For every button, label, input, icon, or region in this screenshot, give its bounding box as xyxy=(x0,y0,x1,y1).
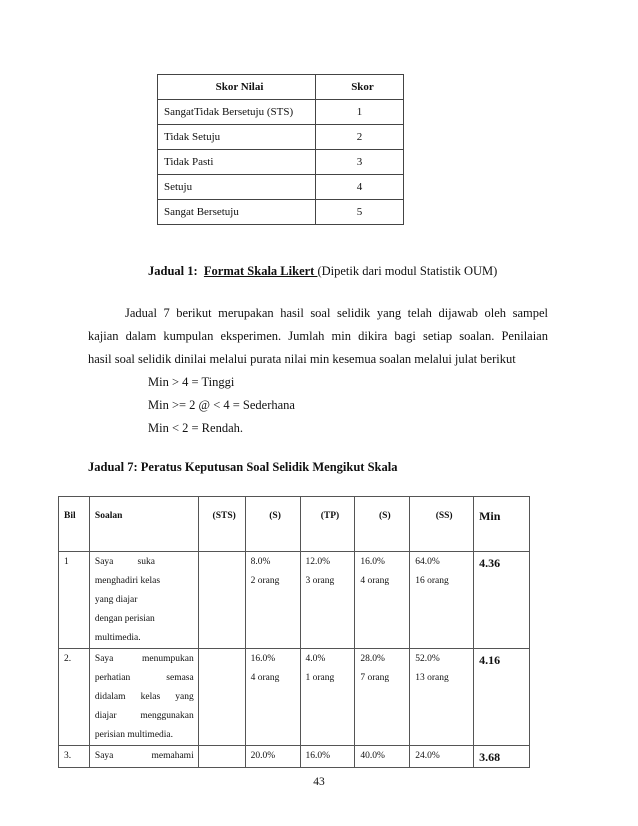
row-soalan: Saya menumpukan perhatian semasa didalam kelas yang diajar menggunakan perisian multimedia. xyxy=(89,649,198,746)
table-row xyxy=(158,200,404,225)
row-s: 16.0% 4 orang xyxy=(245,649,300,746)
likert-label: Setuju xyxy=(158,175,316,200)
row-tp: 16.0% xyxy=(300,746,355,768)
likert-score: 4 xyxy=(316,175,404,200)
table7-title: Jadual 7: Peratus Keputusan Soal Selidik Mengikut Skala xyxy=(88,460,398,474)
likert-header-row xyxy=(158,75,404,100)
header-sts: (STS) xyxy=(198,497,245,552)
likert-score: 3 xyxy=(316,150,404,175)
row-min: 4.16 xyxy=(474,649,530,746)
rule-low: Min < 2 = Rendah. xyxy=(148,421,243,435)
table-row xyxy=(158,150,404,175)
row-sts xyxy=(198,552,245,649)
likert-scale-table xyxy=(157,74,404,225)
row-s-2: 40.0% xyxy=(355,746,410,768)
caption-title: Format Skala Likert xyxy=(203,264,318,278)
row-bil: 1 xyxy=(59,552,90,649)
header-bil: Bil xyxy=(59,497,90,552)
table-row xyxy=(158,100,404,125)
likert-header-skor-nilai: Skor Nilai xyxy=(158,75,316,100)
likert-label: Tidak Setuju xyxy=(158,125,316,150)
row-s: 8.0% 2 orang xyxy=(245,552,300,649)
table-row xyxy=(59,552,530,649)
header-min: Min xyxy=(474,497,530,552)
row-tp: 12.0% 3 orang xyxy=(300,552,355,649)
likert-score: 2 xyxy=(316,125,404,150)
header-s-2: (S) xyxy=(355,497,410,552)
rule-medium: Min >= 2 @ < 4 = Sederhana xyxy=(148,398,295,412)
paragraph-line-2: kajian dalam kumpulan eksperimen. Jumlah min dikira bagi setiap soalan. Penilaian xyxy=(88,329,548,343)
table-row xyxy=(158,125,404,150)
row-min: 3.68 xyxy=(474,746,530,768)
row-sts xyxy=(198,746,245,768)
row-ss: 52.0% 13 orang xyxy=(410,649,474,746)
likert-label: SangatTidak Bersetuju (STS) xyxy=(158,100,316,125)
body-paragraph xyxy=(88,302,548,371)
likert-score: 1 xyxy=(316,100,404,125)
paragraph-line-1: Jadual 7 berikut merupakan hasil soal selidik yang telah dijawab oleh sampel xyxy=(125,306,548,320)
caption-label: Jadual 1: xyxy=(148,264,198,278)
row-ss: 64.0% 16 orang xyxy=(410,552,474,649)
row-min: 4.36 xyxy=(474,552,530,649)
row-tp: 4.0% 1 orang xyxy=(300,649,355,746)
header-tp: (TP) xyxy=(300,497,355,552)
paragraph-line-3: hasil soal selidik dinilai melalui purata nilai min kesemua soalan melalui julat berikut xyxy=(88,352,516,366)
rule-high: Min > 4 = Tinggi xyxy=(148,375,235,389)
caption-source: (Dipetik dari modul Statistik OUM) xyxy=(317,264,498,278)
row-s: 20.0% xyxy=(245,746,300,768)
row-s-2: 16.0% 4 orang xyxy=(355,552,410,649)
row-sts xyxy=(198,649,245,746)
likert-label: Tidak Pasti xyxy=(158,150,316,175)
row-s-2: 28.0% 7 orang xyxy=(355,649,410,746)
survey-result-table xyxy=(58,496,530,768)
likert-label: Sangat Bersetuju xyxy=(158,200,316,225)
row-bil: 2. xyxy=(59,649,90,746)
table-row xyxy=(59,746,530,768)
page-number: 43 xyxy=(313,776,325,788)
header-ss: (SS) xyxy=(410,497,474,552)
survey-header-row xyxy=(59,497,530,552)
row-soalan: Saya suka menghadiri kelas yang diajar dengan perisian multimedia. xyxy=(89,552,198,649)
row-ss: 24.0% xyxy=(410,746,474,768)
table-row xyxy=(59,649,530,746)
header-s: (S) xyxy=(245,497,300,552)
likert-header-skor: Skor xyxy=(316,75,404,100)
row-bil: 3. xyxy=(59,746,90,768)
likert-table-caption xyxy=(148,264,497,279)
row-soalan: Saya memahami xyxy=(89,746,198,768)
header-soalan: Soalan xyxy=(89,497,198,552)
likert-score: 5 xyxy=(316,200,404,225)
table-row xyxy=(158,175,404,200)
